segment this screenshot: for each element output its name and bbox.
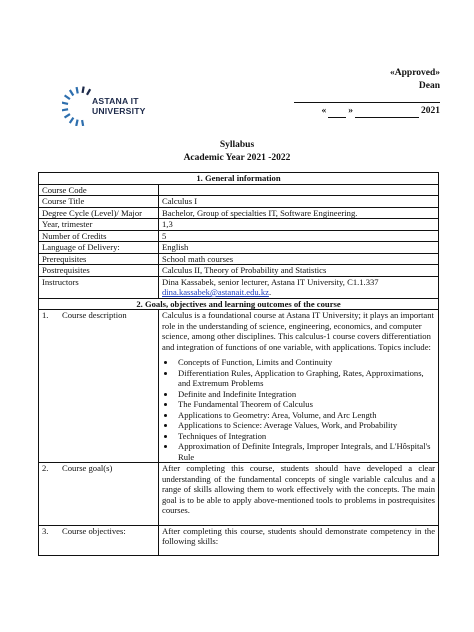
row-label — [39, 525, 159, 555]
table-row-goals — [39, 463, 439, 526]
logo-line1: ASTANA IT — [92, 96, 139, 106]
row-label: Language of Delivery: — [39, 242, 159, 254]
row-value: After completing this course, students should have developed a clear understanding of the fundamental concepts of single variable calculus and a range of skills allowing them to work effectively with the concepts. The main goal is to be able to apply above-mentioned tools to problems in postrequisites courses. — [159, 463, 439, 526]
section-title: 2. Goals, objectives and learning outcomes of the course — [39, 298, 439, 310]
row-label: Degree Cycle (Level)/ Major — [39, 207, 159, 219]
row-label: Course Code — [39, 184, 159, 196]
row-value: After completing this course, students should demonstrate competency in the following skills: — [159, 525, 439, 555]
table-row — [39, 219, 439, 231]
table-row — [39, 242, 439, 254]
row-value: Calculus II, Theory of Probability and Statistics — [159, 265, 439, 277]
instructor-name: Dina Kassabek, senior lecturer, Astana IT University, C1.1.337 — [162, 276, 379, 287]
document-title — [0, 139, 474, 165]
list-item: • Differentiation Rules, Application to Graphing, Rates, Approximations, and Extremum Problems — [176, 368, 435, 389]
row-label — [39, 310, 159, 463]
row-label: Prerequisites — [39, 253, 159, 265]
academic-year: Academic Year 2021 -2022 — [183, 153, 291, 163]
syllabus-heading: Syllabus — [219, 140, 255, 150]
row-number: 1. — [42, 310, 49, 320]
dean-label: Dean — [418, 81, 440, 91]
list-item: • Definite and Indefinite Integration — [176, 389, 435, 400]
table-row-description — [39, 310, 439, 463]
table-row — [39, 207, 439, 219]
quote-open: « — [321, 106, 327, 116]
row-value — [159, 184, 439, 196]
list-item: • The Fundamental Theorem of Calculus — [176, 399, 435, 410]
table-row — [39, 253, 439, 265]
row-label: Number of Credits — [39, 230, 159, 242]
row-value: 5 — [159, 230, 439, 242]
row-label-text: Course description — [62, 310, 127, 320]
instructor-contact — [162, 287, 435, 298]
logo-line2: UNIVERSITY — [92, 105, 146, 116]
row-label: Year, trimester — [39, 219, 159, 231]
approval-year: 2021 — [421, 106, 440, 116]
approval-block — [280, 67, 440, 118]
row-number: 2. — [42, 463, 49, 473]
row-label — [39, 463, 159, 526]
row-number: 3. — [42, 525, 49, 536]
list-item: • Applications to Science: Average Values, Work, and Probability — [176, 420, 435, 431]
section-header-goals — [39, 298, 439, 310]
table-row — [39, 196, 439, 208]
row-value: 1,3 — [159, 219, 439, 231]
instructor-email-link[interactable]: dina.kassabek@astanait.edu.kz — [162, 287, 269, 297]
row-label: Instructors — [39, 276, 159, 298]
month-blank — [355, 107, 419, 118]
table-row — [39, 230, 439, 242]
table-row-instructors — [39, 276, 439, 298]
table-row-objectives — [39, 525, 439, 555]
email-trail: . — [268, 287, 272, 297]
signature-line — [294, 93, 440, 103]
row-label-text: Course objectives: — [62, 525, 126, 536]
topics-list — [162, 357, 435, 462]
row-value: English — [159, 242, 439, 254]
row-value — [159, 276, 439, 298]
section-header-general — [39, 173, 439, 185]
row-label-text: Course goal(s) — [62, 463, 113, 473]
approved-label: «Approved» — [390, 68, 440, 78]
section-title: 1. General information — [39, 173, 439, 185]
row-value: School math courses — [159, 253, 439, 265]
row-value — [159, 310, 439, 463]
list-item: • Applications to Geometry: Area, Volume, and Arc Length — [176, 410, 435, 421]
row-label: Postrequisites — [39, 265, 159, 277]
row-value: Calculus I — [159, 196, 439, 208]
day-blank — [328, 107, 346, 118]
list-item: • Techniques of Integration — [176, 431, 435, 442]
table-row — [39, 265, 439, 277]
description-text: Calculus is a foundational course at Astana IT University; it plays an important role in the understanding of science, engineering, economics, and computer science, among other disciplines. This calculus-1 course covers differentiation and integration of functions of one variable, with applications. Topics include: — [162, 310, 434, 352]
row-label: Course Title — [39, 196, 159, 208]
table-row — [39, 184, 439, 196]
list-item: • Concepts of Function, Limits and Continuity — [176, 357, 435, 368]
logo-wordmark — [92, 97, 146, 116]
approval-date — [280, 105, 440, 118]
quote-close: » — [348, 106, 353, 116]
row-value: Bachelor, Group of specialties IT, Software Engineering. — [159, 207, 439, 219]
syllabus-table — [38, 172, 439, 556]
list-item: • Approximation of Definite Integrals, Improper Integrals, and L'Hôspital's Rule — [176, 441, 435, 462]
